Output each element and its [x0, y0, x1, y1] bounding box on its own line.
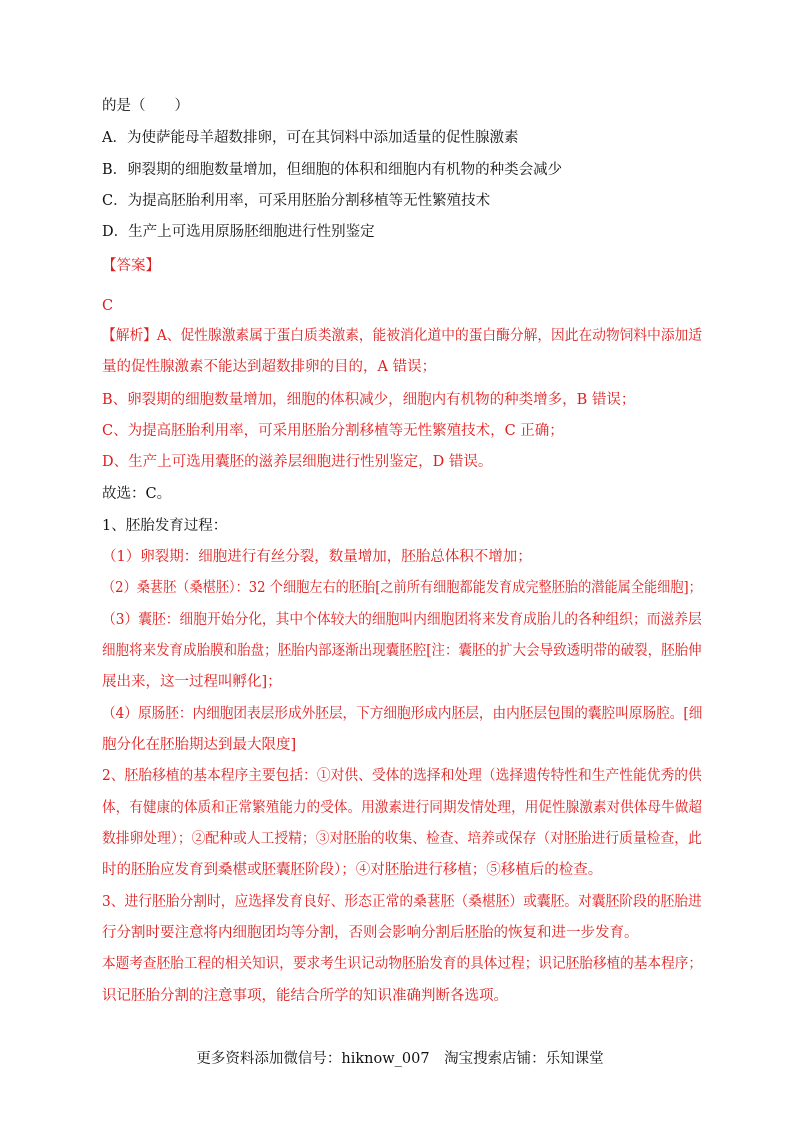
- answer-heading: 【答案】: [102, 258, 160, 274]
- analysis-line: 量的促性腺激素不能达到超数排卵的目的，A 错误；: [102, 359, 437, 375]
- analysis-conclusion: 故选：C。: [102, 486, 172, 502]
- analysis-line: B、卵裂期的细胞数量增加，细胞的体积减少，细胞内有机物的种类增多，B 错误；: [102, 392, 636, 408]
- answer-value: C: [102, 298, 114, 314]
- notes-line: 细胞将来发育成胎膜和胎盘；胚胎内部逐渐出现囊胚腔[注：囊胚的扩大会导致透明带的破裂，胚胎伸: [102, 643, 702, 659]
- notes-line: 展出来，这一过程叫孵化]；: [102, 674, 282, 690]
- notes-line: 数排卵处理）；②配种或人工授精；③对胚胎的收集、检查、培养或保存（对胚胎进行质量检查，此: [102, 831, 702, 847]
- notes-line: （3）囊胚：细胞开始分化，其中个体较大的细胞叫内细胞团将来发育成胎儿的各种组织；而滋养层: [102, 612, 702, 628]
- option-d: D．生产上可选用原肠胚细胞进行性别鉴定: [102, 224, 375, 240]
- question-stem-tail: 的是（ ）: [102, 98, 189, 114]
- notes-heading-1: 1、胚胎发育过程：: [102, 518, 228, 534]
- notes-line: 胞分化在胚胎期达到最大限度]: [102, 737, 297, 753]
- page-footer: 更多资料添加微信号：hiknow_007 淘宝搜索店铺：乐知课堂: [196, 1051, 604, 1067]
- notes-line: （1）卵裂期：细胞进行有丝分裂，数量增加，胚胎总体积不增加；: [102, 549, 532, 565]
- analysis-line: D、生产上可选用囊胚的滋养层细胞进行性别鉴定，D 错误。: [102, 454, 493, 470]
- option-b: B．卵裂期的细胞数量增加，但细胞的体积和细胞内有机物的种类会减少: [102, 162, 563, 178]
- analysis-line: 【解析】A、促性腺激素属于蛋白质类激素，能被消化道中的蛋白酶分解，因此在动物饲料中添加适: [102, 328, 702, 344]
- notes-line: 2、胚胎移植的基本程序主要包括：①对供、受体的选择和处理（选择遗传特性和生产性能优秀的供: [102, 768, 702, 784]
- analysis-line: C、为提高胚胎利用率，可采用胚胎分割移植等无性繁殖技术，C 正确；: [102, 423, 564, 439]
- notes-line: 行分割时要注意将内细胞团均等分割，否则会影响分割后胚胎的恢复和进一步发育。: [102, 925, 639, 941]
- notes-line: 识记胚胎分割的注意事项，能结合所学的知识准确判断各选项。: [102, 988, 508, 1004]
- notes-line: 时的胚胎应发育到桑椹或胚囊胚阶段）；④对胚胎进行移植；⑤移植后的检查。: [102, 862, 603, 878]
- notes-line: 3、进行胚胎分割时，应选择发育良好、形态正常的桑葚胚（桑椹胚）或囊胚。对囊胚阶段的胚胎进: [102, 894, 702, 910]
- option-c: C．为提高胚胎利用率，可采用胚胎分割移植等无性繁殖技术: [102, 193, 491, 209]
- option-a: A．为使萨能母羊超数排卵，可在其饲料中添加适量的促性腺激素: [102, 130, 519, 146]
- notes-line: 体，有健康的体质和正常繁殖能力的受体。用激素进行同期发情处理，用促性腺激素对供体母牛做超: [102, 800, 702, 816]
- notes-line: 本题考查胚胎工程的相关知识，要求考生识记动物胚胎发育的具体过程；识记胚胎移植的基本程序；: [102, 956, 702, 972]
- notes-line: （2）桑葚胚（桑椹胚）：32 个细胞左右的胚胎[之前所有细胞都能发育成完整胚胎的潜能属全能细胞]；: [102, 580, 702, 596]
- notes-line: （4）原肠胚：内细胞团表层形成外胚层，下方细胞形成内胚层，由内胚层包围的囊腔叫原肠腔。[细: [102, 706, 703, 722]
